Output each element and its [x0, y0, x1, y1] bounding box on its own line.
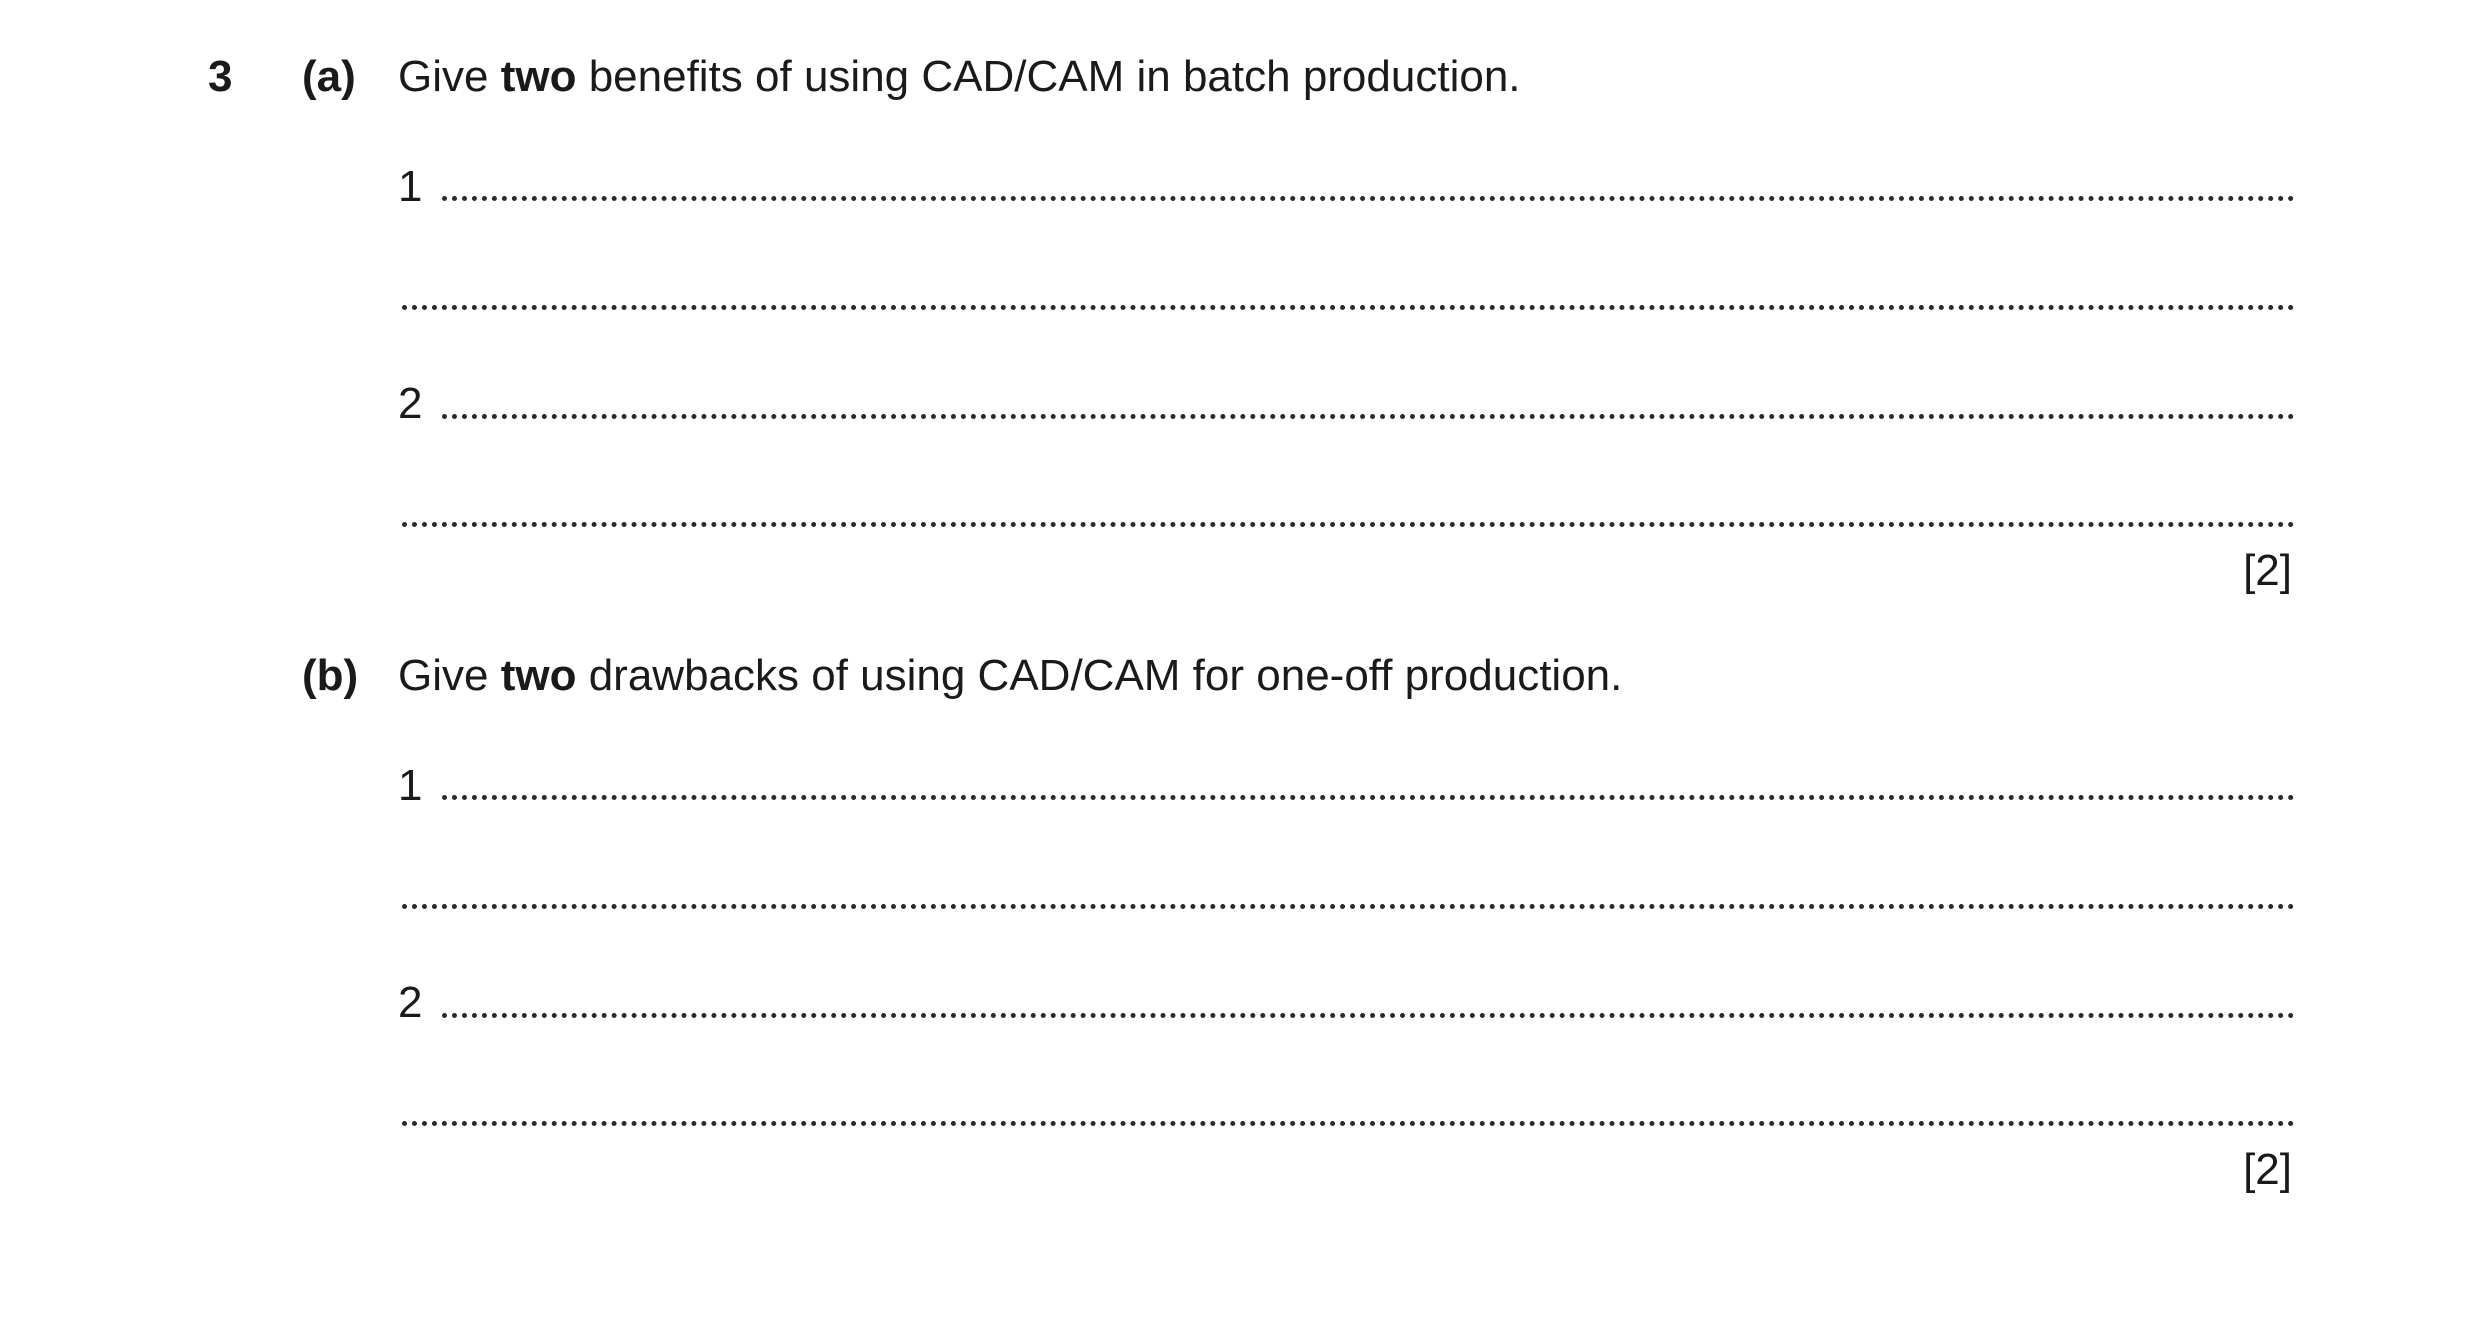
part-a-prompt-bold: two	[500, 52, 577, 101]
part-b-answer-1-continuation-line[interactable]	[402, 904, 2295, 909]
part-a-answer-1-continuation-line[interactable]	[402, 305, 2295, 310]
part-b-answer-2-number: 2	[398, 978, 423, 1027]
part-b-prompt	[398, 651, 1623, 700]
part-a-answer-2-continuation-line[interactable]	[402, 522, 2295, 527]
part-b-label: (b)	[302, 651, 359, 700]
part-a-prompt-pre: Give	[398, 52, 501, 101]
part-a-label: (a)	[302, 52, 356, 101]
part-b-answer-1-line[interactable]	[442, 795, 2295, 800]
part-b-answer-2-line[interactable]	[442, 1013, 2295, 1018]
part-a-answer-1-number: 1	[398, 162, 423, 211]
part-b-answer-2-continuation-line[interactable]	[402, 1121, 2295, 1126]
part-a-answer-1-line[interactable]	[442, 196, 2295, 201]
part-b-answer-1-number: 1	[398, 761, 423, 810]
part-a-marks: [2]	[2243, 546, 2292, 595]
part-a-prompt	[398, 52, 1521, 101]
part-b-marks: [2]	[2243, 1145, 2292, 1194]
part-a-answer-2-line[interactable]	[442, 414, 2295, 419]
part-a-answer-2-number: 2	[398, 379, 423, 428]
part-b-prompt-post: drawbacks of using CAD/CAM for one-off production.	[576, 651, 1623, 700]
part-b-prompt-bold: two	[500, 651, 577, 700]
part-a-prompt-post: benefits of using CAD/CAM in batch production.	[576, 52, 1521, 101]
part-b-prompt-pre: Give	[398, 651, 501, 700]
question-number: 3	[208, 52, 233, 101]
